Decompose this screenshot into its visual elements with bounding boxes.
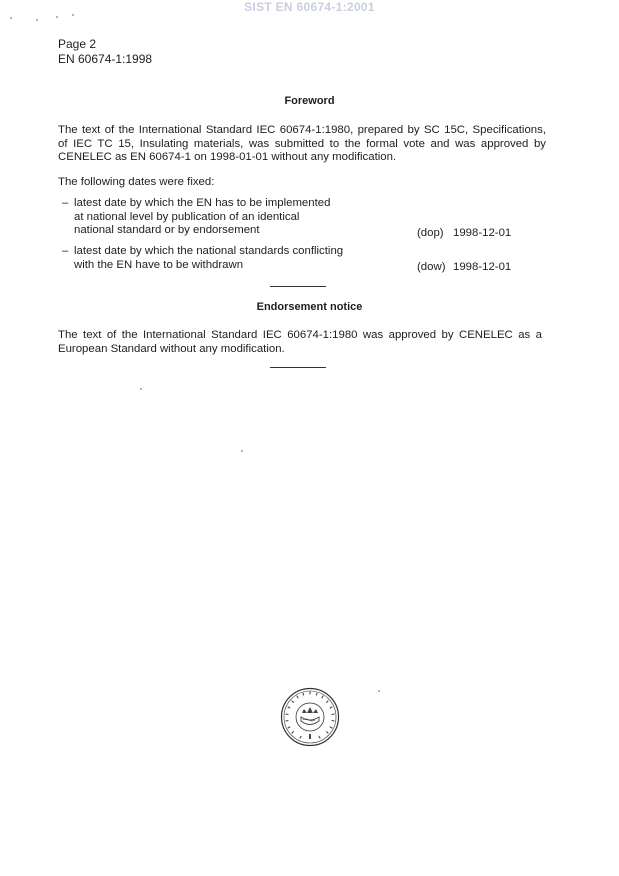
endorsement-paragraph [58,329,542,356]
date-item-line: with the EN have to be withdrawn [74,258,244,271]
date-item-text [74,197,394,238]
endorsement-line: European Standard without any modification. [58,342,285,355]
official-seal-stamp [280,687,340,747]
page-number: Page 2 [58,37,97,51]
scan-speck [241,450,243,452]
date-item-dow [62,245,532,275]
dates-intro: The following dates were fixed: [58,176,215,188]
foreword-line: of IEC TC 15, Insulating materials, was submitted to the formal vote and was approved by [58,137,546,150]
watermark: SIST EN 60674-1:2001 [244,0,375,14]
date-item-line: at national level by publication of an identical [74,210,300,223]
endorsement-title: Endorsement notice [256,301,363,313]
foreword-line: The text of the International Standard IEC 60674-1:1980, prepared by SC 15C, Specifications, [58,124,546,136]
scan-speck [378,690,380,692]
list-dash: – [62,197,69,209]
scan-speck [140,388,142,390]
date-item-line: latest date by which the EN has to be implemented [74,197,331,209]
scan-speck [10,17,12,19]
date-value: 1998-12-01 [453,261,512,273]
foreword-title: Foreword [284,95,335,107]
date-code: (dop) [417,227,444,239]
date-item-dop [62,197,532,239]
scan-speck [56,16,58,18]
scan-speck [72,14,74,16]
foreword-line: CENELEC as EN 60674-1 on 1998-01-01 without any modification. [58,151,397,164]
date-item-text [74,245,394,272]
date-code: (dow) [417,261,446,273]
date-item-line: national standard or by endorsement [74,224,260,237]
date-value: 1998-12-01 [453,227,512,239]
date-item-line: latest date by which the national standards conflicting [74,245,344,257]
section-divider [270,286,326,287]
end-divider [270,367,326,368]
list-dash: – [62,245,69,257]
page-header [58,37,152,67]
foreword-paragraph [58,124,546,165]
scan-speck [36,19,38,21]
endorsement-line: The text of the International Standard IEC 60674-1:1980 was approved by CENELEC as a [58,329,542,341]
document-number: EN 60674-1:1998 [58,52,153,66]
